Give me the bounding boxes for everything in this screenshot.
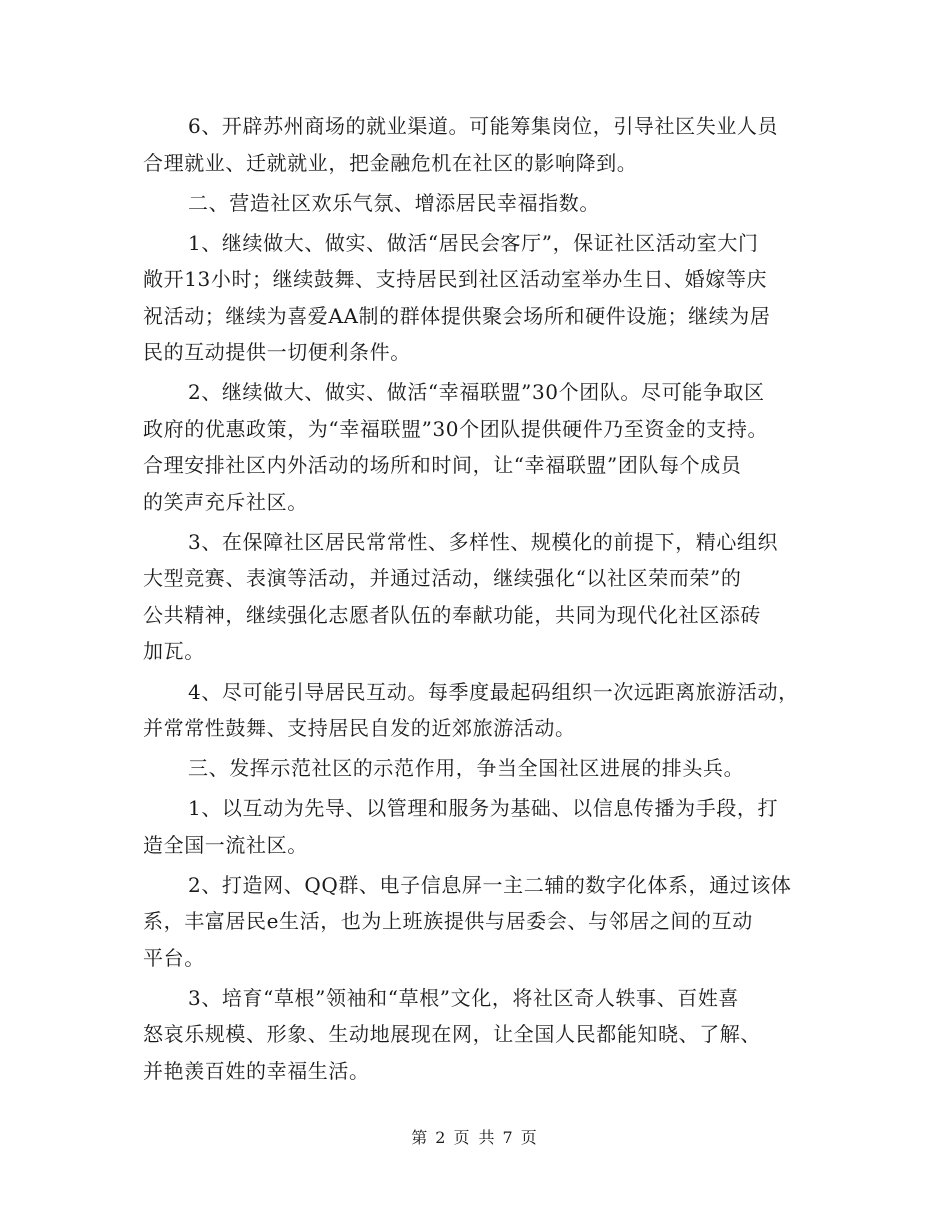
footer-suffix: 页	[520, 1128, 539, 1147]
paragraph-p2-2	[143, 374, 823, 520]
paragraph-p3-2	[143, 867, 823, 977]
paragraph-line: 系，丰富居民e生活，也为上班族提供与居委会、与邻居之间的互动	[143, 909, 753, 934]
paragraph-line: 怒哀乐规模、形象、生动地展现在网，让全国人民都能知晓、了解、	[143, 1022, 761, 1047]
paragraph-line: 2、继续做大、做实、做活“幸福联盟”30个团队。尽可能争取区	[188, 380, 765, 405]
paragraph-line: 并常常性鼓舞、支持居民自发的近郊旅游活动。	[143, 716, 576, 740]
paragraph-p2-4	[143, 674, 823, 747]
paragraph-line: 3、在保障社区居民常常性、多样性、规模化的前提下，精心组织	[188, 529, 779, 554]
paragraph-heading-3	[143, 750, 823, 787]
paragraph-line: 3、培育“草根”领袖和“草根”文化，将社区奇人轶事、百姓喜	[188, 985, 740, 1010]
paragraph-line: 1、以互动为先导、以管理和服务为基础、以信息传播为手段，打	[188, 796, 779, 821]
page-footer	[0, 1125, 950, 1148]
paragraph-line: 民的互动提供一切便利条件。	[143, 340, 411, 365]
paragraph-p2-1	[143, 225, 823, 371]
paragraph-line: 敞开13小时；继续鼓舞、支持居民到社区活动室举办生日、婚嫁等庆	[143, 267, 768, 292]
paragraph-line: 并艳羡百姓的幸福生活。	[143, 1058, 370, 1083]
paragraph-line: 4、尽可能引导居民互动。每季度最起码组织一次远距离旅游活动，	[188, 679, 799, 704]
paragraph-line: 加瓦。	[143, 639, 205, 664]
paragraph-p2-3	[143, 524, 823, 670]
paragraph-line: 造全国一流社区。	[143, 832, 308, 857]
paragraph-line: 合理安排社区内外活动的场所和时间，让“幸福联盟”团队每个成员	[143, 453, 742, 478]
footer-total-pages: 7	[502, 1128, 515, 1147]
paragraph-line: 祝活动；继续为喜爱AA制的群体提供聚会场所和硬件设施；继续为居	[143, 303, 771, 328]
paragraph-line: 1、继续做大、做实、做活“居民会客厅”，保证社区活动室大门	[188, 230, 759, 255]
paragraph-line: 政府的优惠政策，为“幸福联盟”30个团队提供硬件乃至资金的支持。	[143, 416, 769, 441]
paragraph-heading-2	[143, 185, 823, 222]
paragraph-line: 的笑声充斥社区。	[143, 489, 308, 514]
paragraph-line: 公共精神，继续强化志愿者队伍的奉献功能，共同为现代化社区添砖	[143, 602, 761, 627]
paragraph-line: 平台。	[143, 945, 205, 970]
footer-middle: 页 共	[453, 1128, 497, 1147]
paragraph-p3-1	[143, 790, 823, 863]
paragraph-line: 二、营造社区欢乐气氛、增添居民幸福指数。	[188, 190, 600, 215]
footer-prefix: 第	[411, 1128, 430, 1147]
paragraph-line: 合理就业、迁就就业，把金融危机在社区的影响降到。	[143, 150, 638, 175]
paragraph-line: 2、打造网、QQ群、电子信息屏一主二辅的数字化体系，通过该体	[188, 872, 792, 897]
paragraph-line: 大型竞赛、表演等活动，并通过活动，继续强化“以社区荣而荣”的	[143, 566, 742, 591]
paragraph-p6-jobs	[143, 108, 823, 181]
paragraph-p3-3	[143, 980, 823, 1090]
footer-page-number: 2	[435, 1128, 448, 1147]
paragraph-line: 6、开辟苏州商场的就业渠道。可能筹集岗位，引导社区失业人员	[188, 114, 779, 138]
paragraph-line: 三、发挥示范社区的示范作用，争当全国社区进展的排头兵。	[188, 756, 745, 781]
